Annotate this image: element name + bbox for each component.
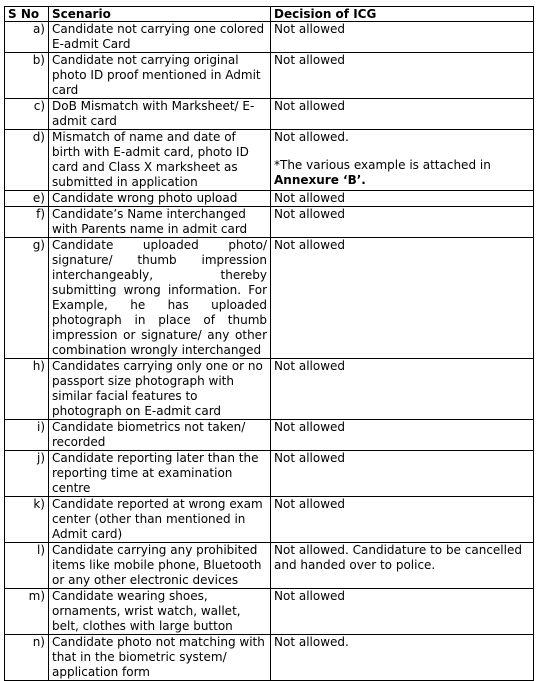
row-decision: Not allowed [271,238,534,359]
annexure-reference: Annexure ‘B’ [274,173,362,187]
row-scenario: Candidate carrying any prohibited items like mobile phone, Bluetooth or any other electronic devices [49,543,271,589]
table-row [5,130,534,191]
spacer [274,145,530,158]
row-scenario: Candidate not carrying original photo ID proof mentioned in Admit card [49,53,271,99]
annexure-note-end: . [361,173,366,187]
table-row [5,359,534,420]
header-sno: S No [5,7,49,22]
row-decision: Not allowed [271,53,534,99]
table-row [5,207,534,238]
row-decision: Not allowed [271,207,534,238]
row-sno: d) [5,130,49,191]
table-row [5,497,534,543]
row-scenario: Candidate not carrying one colored E-admit Card [49,22,271,53]
row-sno: f) [5,207,49,238]
row-decision: Not allowed [271,191,534,207]
row-sno: a) [5,22,49,53]
row-scenario: Candidate wrong photo upload [49,191,271,207]
row-scenario: Candidate biometrics not taken/ recorded [49,420,271,451]
row-sno: h) [5,359,49,420]
row-decision: Not allowed. [271,635,534,681]
icg-decision-table [4,6,534,681]
row-sno: b) [5,53,49,99]
row-sno: k) [5,497,49,543]
row-sno: l) [5,543,49,589]
row-scenario: Candidates carrying only one or no passport size photograph with similar facial features to photograph on E-admit card [49,359,271,420]
row-decision-cell [271,130,534,191]
row-decision: Not allowed [271,359,534,420]
table-row [5,451,534,497]
row-decision: Not allowed [271,99,534,130]
row-scenario: Candidate wearing shoes, ornaments, wrist watch, wallet, belt, clothes with large button [49,589,271,635]
table-header [5,7,534,22]
header-scenario: Scenario [49,7,271,22]
row-sno: c) [5,99,49,130]
row-scenario: Candidate’s Name interchanged with Parents name in admit card [49,207,271,238]
row-sno: g) [5,238,49,359]
table-row [5,420,534,451]
header-decision: Decision of ICG [271,7,534,22]
row-decision: Not allowed [271,22,534,53]
row-scenario: Candidate photo not matching with that in the biometric system/ application form [49,635,271,681]
row-scenario: DoB Mismatch with Marksheet/ E-admit card [49,99,271,130]
row-sno: m) [5,589,49,635]
table-row [5,238,534,359]
row-sno: n) [5,635,49,681]
table-row [5,589,534,635]
row-scenario: Candidate reported at wrong exam center (other than mentioned in Admit card) [49,497,271,543]
annexure-note [274,158,530,188]
row-scenario: Candidate reporting later than the reporting time at examination centre [49,451,271,497]
row-decision: Not allowed [271,420,534,451]
table-row [5,22,534,53]
table-row [5,191,534,207]
row-sno: i) [5,420,49,451]
table-row [5,99,534,130]
row-sno: e) [5,191,49,207]
row-scenario: Candidate uploaded photo/ signature/ thumb impression interchangeably, thereby submitting wrong information. For Example, he has uploaded photograph in place of thumb impression or signature/ any other combination wrongly interchanged [49,238,271,359]
table-body [5,22,534,681]
table-row [5,543,534,589]
row-sno: j) [5,451,49,497]
row-decision: Not allowed [271,451,534,497]
table-row [5,53,534,99]
row-decision: Not allowed [271,497,534,543]
table-row [5,635,534,681]
header-row [5,7,534,22]
annexure-note-text: *The various example is attached in [274,158,491,172]
row-decision: Not allowed [271,589,534,635]
row-decision: Not allowed. Candidature to be cancelled and handed over to police. [271,543,534,589]
row-decision: Not allowed. [274,130,349,144]
row-scenario: Mismatch of name and date of birth with E-admit card, photo ID card and Class X marksheet as submitted in application [49,130,271,191]
